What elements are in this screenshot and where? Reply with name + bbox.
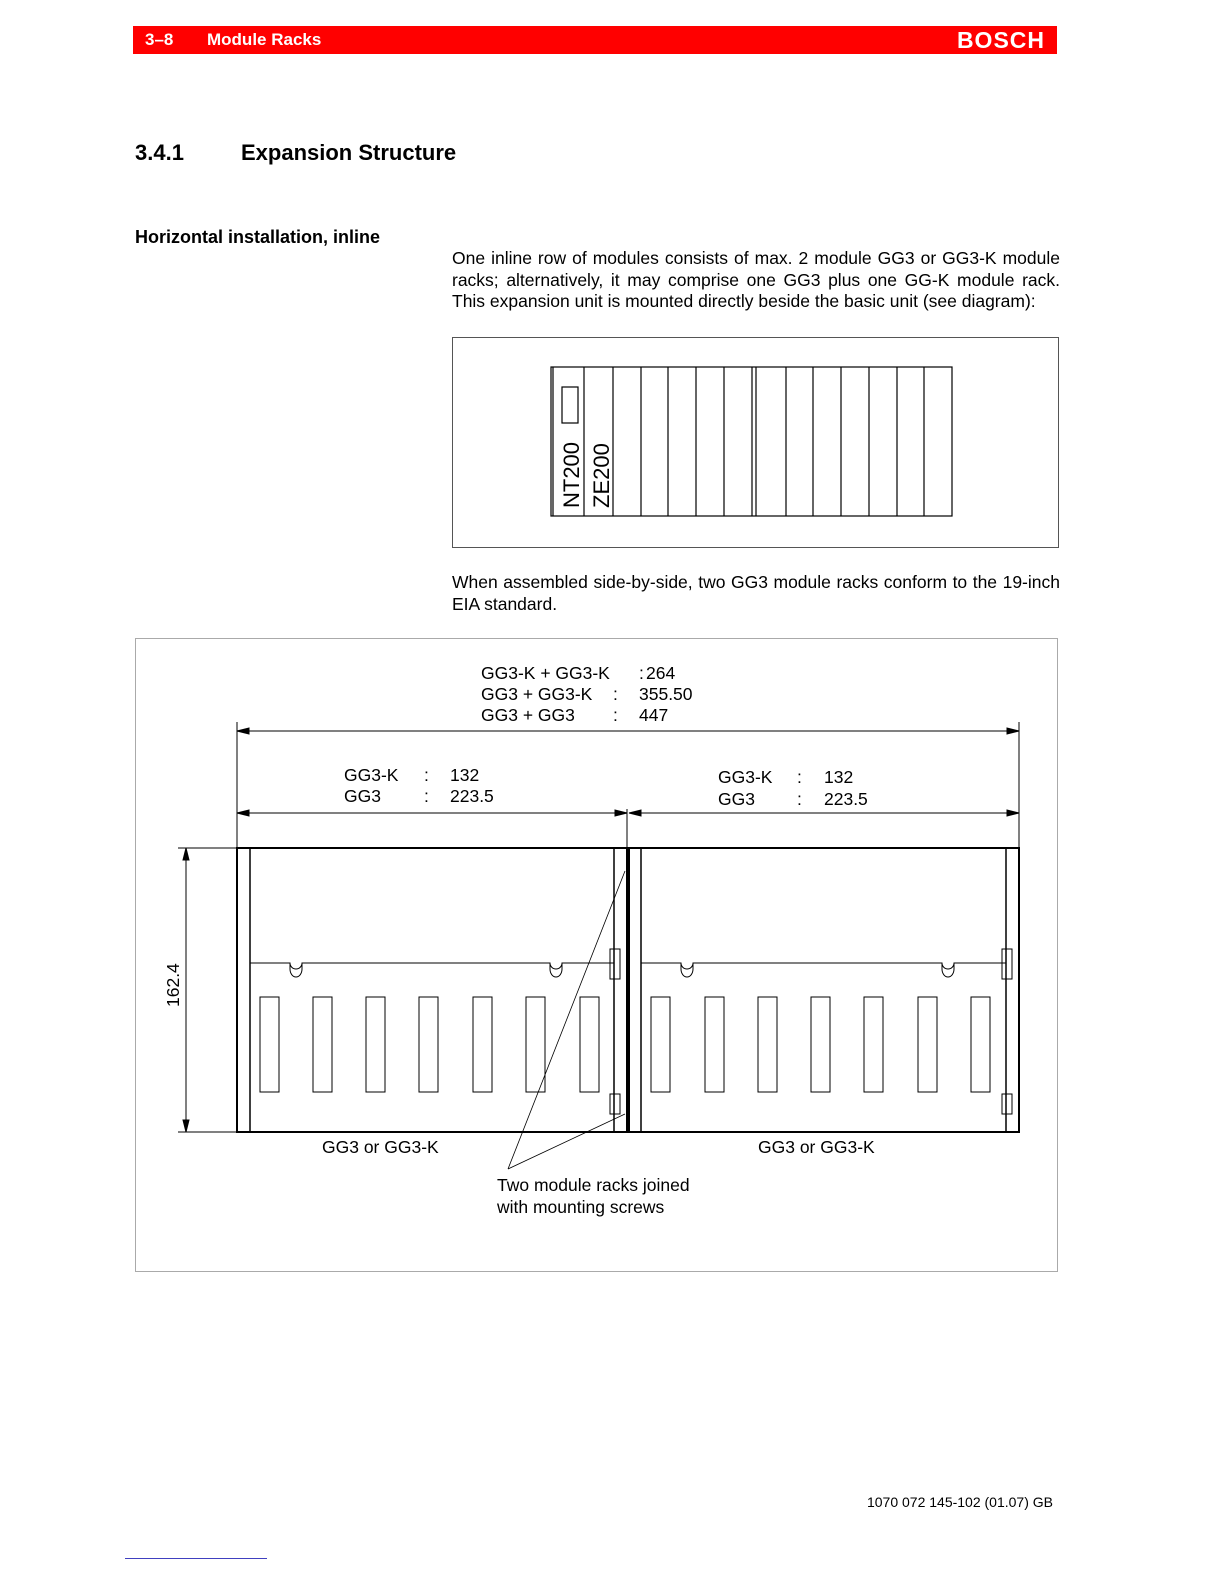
slot	[260, 997, 279, 1092]
overall-combo-2: GG3 + GG3-K	[481, 684, 593, 704]
slot	[473, 997, 492, 1092]
rack-dimension-svg	[136, 639, 1057, 1271]
left-sep-2: :	[424, 786, 429, 806]
section-heading	[135, 140, 456, 166]
slot	[758, 997, 777, 1092]
slot	[651, 997, 670, 1092]
section-title: Expansion Structure	[241, 140, 457, 165]
callout-line-1: Two module racks joined	[497, 1175, 690, 1195]
rack-drawings	[237, 848, 1019, 1169]
slot	[366, 997, 385, 1092]
overall-sep-2: :	[613, 684, 618, 704]
brand-logo: BOSCH	[956, 27, 1045, 53]
section-number: 3.4.1	[135, 140, 184, 165]
slot	[313, 997, 332, 1092]
right-rack	[629, 848, 1019, 1132]
header-bar	[133, 26, 1057, 54]
right-sep-1: :	[797, 767, 802, 787]
overall-value-1-sep: :	[639, 663, 644, 683]
callout-line-2: with mounting screws	[497, 1197, 665, 1217]
right-rack-label: GG3 or GG3-K	[758, 1137, 875, 1157]
module-label-ze200: ZE200	[589, 443, 614, 508]
left-type-2: GG3	[344, 786, 381, 806]
module-label-nt200: NT200	[559, 441, 584, 508]
rack-dimension-diagram	[135, 638, 1058, 1272]
page-number: 3–8	[145, 30, 174, 49]
left-value-1: 132	[450, 765, 480, 785]
slot	[419, 997, 438, 1092]
subheading: Horizontal installation, inline	[135, 227, 381, 247]
right-sep-2: :	[797, 789, 802, 809]
slot	[705, 997, 724, 1092]
paragraph-eia: When assembled side-by-side, two GG3 module racks conform to the 19-inch EIA standard.	[452, 572, 1060, 614]
right-type-2: GG3	[718, 789, 755, 809]
slot	[864, 997, 883, 1092]
callout-leader-lower	[508, 1114, 625, 1169]
slot	[580, 997, 599, 1092]
left-rack	[237, 848, 627, 1132]
slot	[526, 997, 545, 1092]
power-led-window	[562, 387, 578, 423]
slot	[918, 997, 937, 1092]
overall-sep-3: :	[613, 705, 618, 725]
left-rack-label: GG3 or GG3-K	[322, 1137, 439, 1157]
paragraph-intro: One inline row of modules consists of max. 2 module GG3 or GG3-K module racks; alternatively, it may comprise one GG3 plus one GG-K module rack. This expansion unit is mounted directly beside the basic unit (see diagram):	[452, 248, 1060, 311]
footer-link-underline	[125, 1558, 267, 1559]
overall-combo-1: GG3-K + GG3-K	[481, 663, 610, 683]
slot	[971, 997, 990, 1092]
document-code: 1070 072 145-102 (01.07) GB	[866, 1494, 1053, 1510]
left-sep-1: :	[424, 765, 429, 785]
right-value-1: 132	[824, 767, 854, 787]
overall-value-1: 264	[646, 663, 676, 683]
slot	[811, 997, 830, 1092]
height-dimension-label: 162.4	[163, 963, 183, 1007]
overall-value-3: 447	[639, 705, 669, 725]
header-section-title: Module Racks	[207, 30, 322, 49]
right-type-1: GG3-K	[718, 767, 773, 787]
left-type-1: GG3-K	[344, 765, 399, 785]
overall-combo-3: GG3 + GG3	[481, 705, 575, 725]
right-value-2: 223.5	[824, 789, 868, 809]
left-value-2: 223.5	[450, 786, 494, 806]
module-row-diagram	[452, 337, 1059, 548]
module-row-svg	[453, 338, 1058, 547]
overall-value-2: 355.50	[639, 684, 693, 704]
